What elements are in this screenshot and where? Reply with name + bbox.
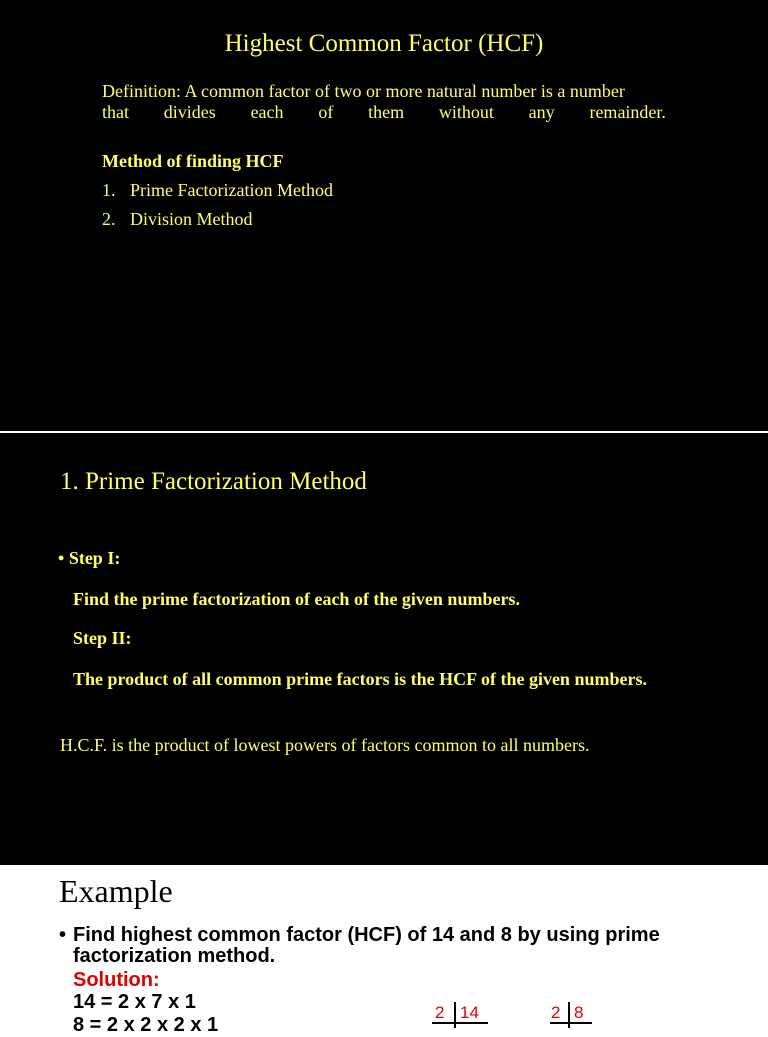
bullet-glyph: •	[58, 548, 65, 568]
definition-word: of	[318, 102, 334, 122]
step-2-text: The product of all common prime factors is the HCF of the given numbers.	[73, 669, 647, 689]
dividend: 8	[574, 1003, 584, 1022]
step-bullet	[58, 548, 120, 569]
division-ladder-8	[550, 1000, 600, 1030]
example-question	[59, 925, 709, 967]
method-number: 1.	[102, 180, 116, 200]
factorization-8: 8 = 2 x 2 x 2 x 1	[73, 1014, 219, 1036]
definition-line-2	[102, 102, 666, 123]
step-2-label: Step II:	[73, 628, 132, 648]
definition-word: each	[250, 102, 284, 122]
method-item	[102, 180, 333, 201]
divisor: 2	[551, 1003, 561, 1022]
methods-heading: Method of finding HCF	[102, 151, 284, 171]
slide-hcf-definition	[0, 0, 768, 431]
step-1-label: Step I:	[68, 548, 121, 568]
ladder-vertical-line	[568, 1002, 570, 1028]
ladder-underline	[432, 1022, 488, 1024]
definition-word: any	[528, 102, 555, 122]
definition-line-1: Definition: A common factor of two or more natural number is a number	[102, 81, 625, 101]
definition-word: without	[438, 102, 494, 122]
ladder-vertical-line	[454, 1002, 456, 1028]
definition-word: remainder.	[589, 102, 666, 122]
method-item	[102, 209, 253, 230]
dividend: 14	[460, 1003, 479, 1022]
method-label: Prime Factorization Method	[130, 180, 333, 200]
divisor: 2	[435, 1003, 445, 1022]
hcf-note: H.C.F. is the product of lowest powers of factors common to all numbers.	[60, 735, 590, 755]
question-text: Find highest common factor (HCF) of 14 and 8 by using prime factorization method.	[73, 924, 660, 967]
slide-prime-factorization	[0, 433, 768, 865]
slide-title: Example	[59, 873, 173, 909]
slide-example	[0, 865, 768, 1036]
factorization-14: 14 = 2 x 7 x 1	[73, 991, 196, 1013]
ladder-underline	[550, 1022, 592, 1024]
definition-word: them	[368, 102, 405, 122]
bullet-glyph: •	[59, 924, 67, 946]
division-ladder-14	[432, 1000, 492, 1030]
slide-title: Highest Common Factor (HCF)	[224, 30, 544, 57]
slide-title: 1. Prime Factorization Method	[60, 468, 367, 495]
method-label: Division Method	[130, 209, 253, 229]
definition-word: that	[102, 102, 129, 122]
solution-label: Solution:	[73, 969, 160, 991]
definition-word: divides	[163, 102, 216, 122]
step-1-text: Find the prime factorization of each of the given numbers.	[73, 589, 520, 609]
method-number: 2.	[102, 209, 116, 229]
